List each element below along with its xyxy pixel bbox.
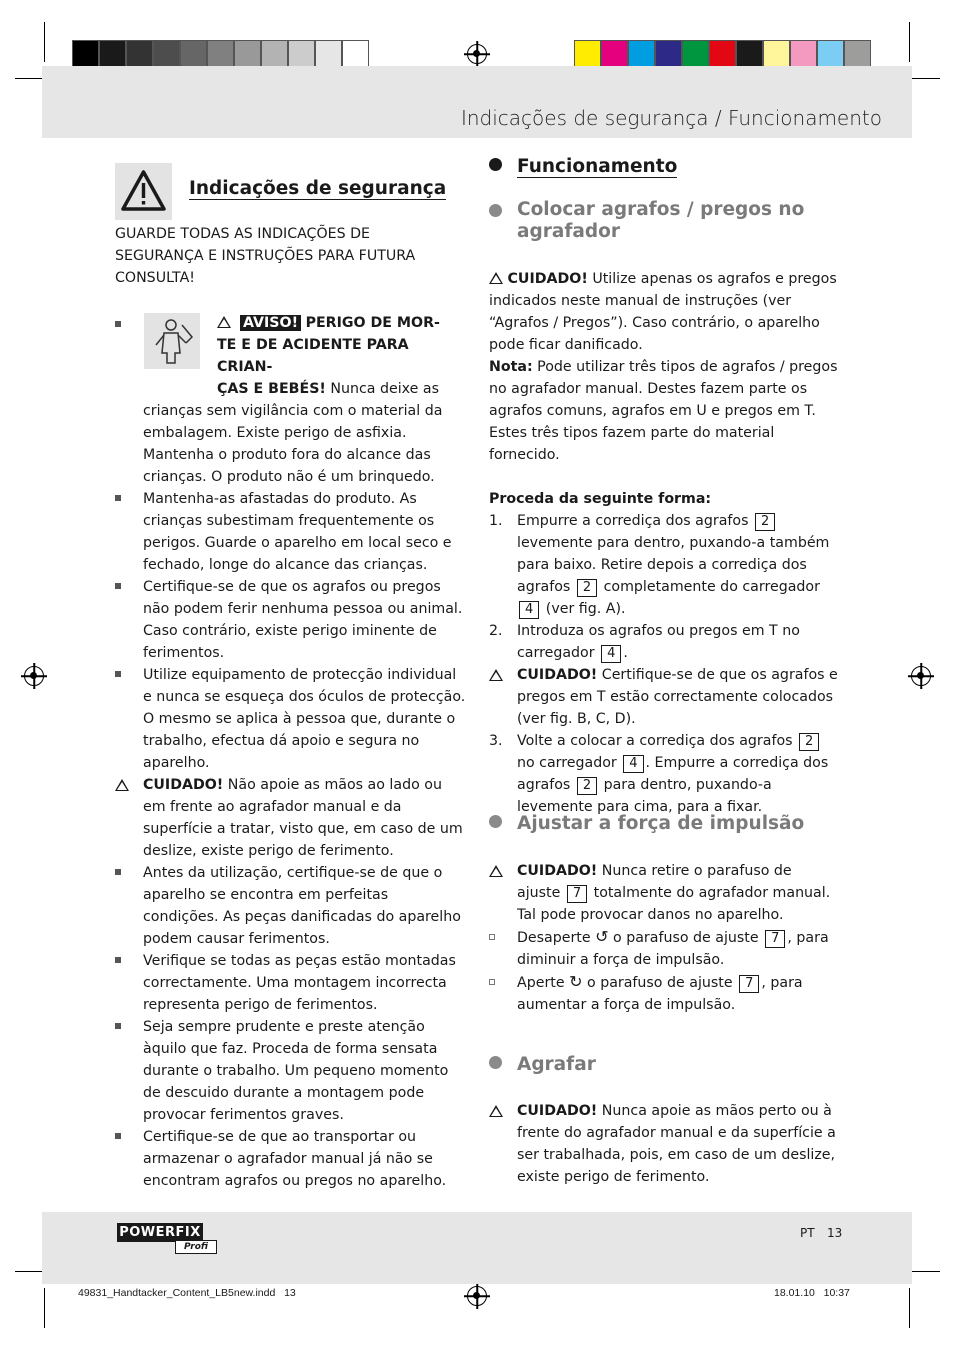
step-1: 1. Empurre a corrediça dos agrafos 2 levemente para dentro, puxando-a também para baixo. Retire depois a corrediça dos agrafos 2 completamente do carregador 4 (ver fig. A).	[489, 513, 830, 617]
warning-icon	[489, 1105, 503, 1117]
list-item: Antes da utilização, certifique-se de que o aparelho se encontra em perfeitas condições. As peças danificadas do aparelho podem causar ferimentos.	[115, 862, 466, 950]
list-item: Utilize equipamento de protecção individual e nunca se esqueça dos óculos de protecção. O mesmo se aplica à pessoa que, durante o trabalho, efectua dá apoio e segura no aparelho.	[115, 664, 466, 774]
print-date: 18.01.10 10:37	[774, 1287, 850, 1299]
caution-item: CUIDADO! Nunca apoie as mãos perto ou à frente do agrafador manual e da superfície a ser trabalhada, pois, em caso de um deslize, existe perigo de ferimento.	[489, 1100, 839, 1188]
note-paragraph: Nota: Pode utilizar três tipos de agrafos / pregos no agrafador manual. Destes fazem parte os agrafos comuns, agrafos em U e pregos em T. Estes três tipos fazem parte do material fornecido.	[489, 359, 838, 463]
list-item: Certifique-se de que ao transportar ou armazenar o agrafador manual já não se encontram agrafos ou pregos no aparelho.	[115, 1126, 466, 1192]
rotate-counterclockwise-icon: ↺	[595, 927, 609, 946]
section-heading-agrafar: Agrafar	[489, 1054, 596, 1075]
step-3: 3. Volte a colocar a corrediça dos agrafos 2 no carregador 4 . Empurre a corrediça dos agrafos 2 para dentro, puxando-a levemente para cima, para a fixar.	[489, 733, 829, 815]
safety-heading: Indicações de segurança	[189, 178, 447, 199]
caution-item: CUIDADO! Nunca retire o parafuso de ajuste 7 totalmente do agrafador manual. Tal pode provocar danos no aparelho.	[489, 860, 839, 926]
registration-mark-icon	[467, 44, 487, 64]
warning-icon	[489, 865, 503, 877]
aviso-text-top: AVISO! PERIGO DE MOR- TE E DE ACIDENTE PARA CRIAN- ÇAS E BEBÉS! Nunca deixe as	[217, 315, 440, 397]
safety-intro: GUARDE TODAS AS INDICAÇÕES DE SEGURANÇA E INSTRUÇÕES PARA FUTURA CONSULTA!	[115, 226, 416, 286]
warning-box	[115, 163, 172, 220]
section-heading-funcionamento: Funcionamento	[489, 156, 677, 177]
list-item: Aperte ↻ o parafuso de ajuste 7 , para aumentar a força de impulsão.	[489, 971, 839, 1016]
page-title: Indicações de segurança / Funcionamento	[460, 106, 882, 130]
rotate-clockwise-icon: ↻	[569, 972, 583, 991]
warning-triangle-icon	[115, 163, 172, 220]
caution-paragraph: CUIDADO! Utilize apenas os agrafos e pregos indicados neste manual de instruções (ver “Agrafos / Pregos”). Caso contrário, o aparelho pode ficar danificado.	[489, 271, 837, 353]
warning-icon	[489, 272, 503, 284]
registration-mark-icon	[467, 1286, 487, 1306]
warning-icon	[115, 779, 129, 791]
list-item: Mantenha-as afastadas do produto. As crianças subestimam frequentemente os perigos. Guarde o aparelho em local seco e fechado, longe do alcance das crianças.	[115, 488, 466, 576]
warning-icon	[217, 316, 231, 328]
aviso-text-rest: crianças sem vigilância com o material da embalagem. Existe perigo de asfixia. Mantenha o produto fora do alcance das crianças. O produto não é um brinquedo.	[143, 403, 443, 485]
list-item: Seja sempre prudente e preste atenção àquilo que faz. Proceda de forma sensata durante o trabalho. Um pequeno momento de descuido durante a montagem pode provocar ferimentos graves.	[115, 1016, 466, 1126]
file-info: 49831_Handtacker_Content_LB5new.indd 13	[78, 1287, 296, 1299]
registration-mark-icon	[24, 666, 44, 686]
list-item: Certifique-se de que os agrafos ou pregos não podem ferir nenhuma pessoa ou animal. Caso contrário, existe perigo iminente de ferimentos.	[115, 576, 466, 664]
caution-item: CUIDADO! Certifique-se de que os agrafos e pregos em T estão correctamente colocados (ver fig. B, C, D).	[489, 664, 839, 730]
page-number: 13	[827, 1226, 843, 1240]
section-heading-colocar: Colocar agrafos / pregos no agrafador	[489, 199, 829, 243]
powerfix-logo: POWERFIX Profi	[117, 1223, 215, 1253]
caution-item: CUIDADO! Não apoie as mãos ao lado ou em frente ao agrafador manual e da superfície a tratar, visto que, em caso de um deslize, existe perigo de ferimento.	[115, 774, 466, 862]
warning-icon	[489, 669, 503, 681]
list-item: Verifique se todas as peças estão montadas correctamente. Uma montagem incorrecta representa perigo de ferimentos.	[115, 950, 466, 1016]
procedure-title: Proceda da seguinte forma:	[489, 491, 712, 507]
section-heading-ajustar: Ajustar a força de impulsão	[489, 813, 804, 834]
registration-mark-icon	[911, 666, 931, 686]
footer-lang: PT	[800, 1226, 815, 1240]
step-2: 2. Introduza os agrafos ou pregos em T no carregador 4 .	[489, 623, 800, 661]
list-item: Desaperte ↺ o parafuso de ajuste 7 , para diminuir a força de impulsão.	[489, 926, 839, 971]
